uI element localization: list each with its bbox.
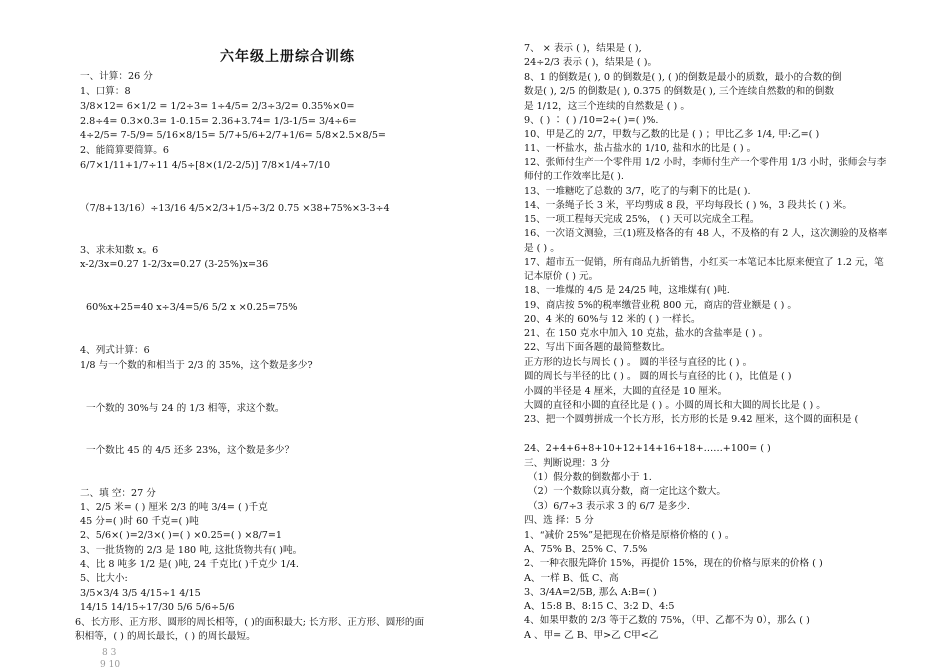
page-title: 六年级上册综合训练: [220, 49, 355, 65]
text-line: 22、写出下面各题的最简整数比。: [524, 342, 671, 353]
text-line: 师付的工作效率比是( ).: [524, 171, 624, 182]
text-line: 正方形的边长与周长 ( ) 。 圆的半径与直径的比 ( ) 。: [524, 357, 753, 368]
text-line: 4÷2/5= 7-5/9= 5/16×8/15= 5/7+5/6+2/7+1/6= 5/8×2.5×8/5=: [80, 130, 386, 141]
text-line: 17、超市五一促销，所有商品九折销售，小红买一本笔记本比原来便宜了 1.2 元，笔: [524, 257, 884, 268]
text-line: 60%x+25=40 x÷3/4=5/6 5/2 x ×0.25=75%: [86, 302, 298, 313]
text-line: 20、4 米的 60%与 12 米的 ( ) 一样长。: [524, 314, 701, 325]
page-footer-numbers: 9 10: [100, 660, 121, 670]
text-line: 10、甲是乙的 2/7，甲数与乙数的比是 ( ) ；甲比乙多 1/4, 甲:乙=( ): [524, 129, 820, 140]
text-line: 19、商店按 5%的税率缴营业税 800 元，商店的营业额是 ( ) 。: [524, 300, 797, 311]
text-line: 1、“减价 25%”是把现在价格是原格价格的 ( ) 。: [524, 530, 735, 541]
text-line: 18、一堆煤的 4/5 是 24/25 吨，这堆煤有( )吨.: [524, 285, 730, 296]
text-line: 11、一杯盐水，盐占盐水的 1/10, 盐和水的比是 ( ) 。: [524, 143, 757, 154]
text-line: 大圆的直径和小圆的直径比是 ( ) 。小圆的周长和大圆的周长比是 ( ) 。: [524, 400, 826, 411]
text-line: 2、能简算要简算。6: [80, 145, 169, 156]
text-line: 23、把一个圆剪拼成一个长方形，长方形的长是 9.42 厘米，这个圆的面积是 (: [524, 414, 859, 425]
text-line: 积相等，( ) 的周长最长，( ) 的周长最短。: [75, 631, 256, 642]
text-line: 3/8×12= 6×1/2 = 1/2÷3= 1÷4/5= 2/3÷3/2= 0.35%×0=: [80, 101, 355, 112]
text-line: 5、比大小:: [80, 573, 128, 584]
text-line: 2.8÷4= 0.3×0.3= 1-0.15= 2.36+3.74= 1/3-1/5= 3/4÷6=: [80, 116, 357, 127]
text-line: 是 ( ) 。: [524, 243, 560, 254]
text-line: 7、 × 表示 ( )，结果是 ( ),: [524, 43, 642, 54]
section-heading: 4、列式计算：6: [80, 345, 150, 356]
text-line: （7/8+13/16）÷13/16 4/5×2/3+1/5÷3/2 0.75 ×38+75%×3-3÷4: [80, 203, 390, 214]
text-line: 21、在 150 克水中加入 10 克盐，盐水的含盐率是 ( ) 。: [524, 328, 769, 339]
text-line: A、一样 B、低 C、高: [524, 573, 619, 584]
text-line: 4、比 8 吨多 1/2 是( )吨, 24 千克比( )千克少 1/4.: [80, 559, 299, 570]
text-line: 1、口算：8: [80, 86, 131, 97]
text-line: 14/15 14/15÷17/30 5/6 5/6÷5/6: [80, 602, 235, 613]
text-line: 8、1 的倒数是( ), 0 的倒数是( ), ( )的倒数是最小的质数，最小的合数的倒: [524, 72, 842, 83]
section-heading: 3、求未知数 x。6: [80, 245, 159, 256]
text-line: A、75% B、25% C、7.5%: [524, 544, 648, 555]
text-line: A、15:8 B、8:15 C、3:2 D、4:5: [524, 601, 675, 612]
text-line: 是 1/12，这三个连续的自然数是 ( ) 。: [524, 101, 690, 112]
text-line: 14、一条绳子长 3 米，平均剪成 8 段，平均每段长 ( ) %，3 段共长 ( ) 米。: [524, 200, 852, 211]
text-line: 3、一批货物的 2/3 是 180 吨, 这批货物共有( )吨。: [80, 545, 303, 556]
text-line: x-2/3x=0.27 1-2/3x=0.27 (3-25%)x=36: [80, 259, 269, 270]
text-line: 3、3/4A=2/5B, 那么 A:B=( ): [524, 587, 657, 598]
text-line: 记本原价 ( ) 元。: [524, 271, 599, 282]
page-footer-numbers: 8 3: [102, 648, 117, 658]
text-line: 小圆的半径是 4 厘米，大圆的直径是 10 厘米。: [524, 386, 728, 397]
text-line: （1）假分数的倒数都小于 1.: [528, 472, 652, 483]
text-line: 1、2/5 米= ( ) 厘米 2/3 的吨 3/4= ( )千克: [80, 502, 268, 513]
text-line: 15、一项工程每天完成 25%， ( ) 天可以完成全工程。: [524, 214, 760, 225]
text-line: 3/5×3/4 3/5 4/15÷1 4/15: [80, 588, 201, 599]
text-line: 6、长方形、正方形、圆形的周长相等，( )的面积最大; 长方形、正方形、圆形的面: [75, 617, 425, 628]
text-line: 4、如果甲数的 2/3 等于乙数的 75%，（甲、乙都不为 0），那么 ( ): [524, 615, 810, 626]
text-line: 数是( ), 2/5 的倒数是( ), 0.375 的倒数是( ), 三个连续自然数的和的倒数: [524, 86, 834, 97]
text-line: 圆的周长与半径的比 ( ) 。 圆的周长与直径的比 ( )，比值是 ( ): [524, 371, 792, 382]
section-heading: 三、判断说理：3 分: [524, 458, 610, 469]
text-line: 一个数比 45 的 4/5 还多 23%，这个数是多少？: [86, 445, 295, 456]
text-line: 9、( ) ∶ ( ) /10=2÷( )=( )%.: [524, 115, 659, 126]
text-line: 2、5/6×( )=2/3×( )=( ) ×0.25=( ) ×8/7=1: [80, 530, 283, 541]
text-line: 6/7×1/11+1/7÷11 4/5÷[8×(1/2-2/5)] 7/8×1/4÷7/10: [80, 160, 331, 171]
text-line: 24÷2/3 表示 ( )，结果是 ( )。: [524, 57, 658, 68]
text-line: 16、一次语文测验，三(1)班及格各的有 48 人，不及格的有 2 人，这次测验的及格率: [524, 228, 888, 239]
text-line: 2、一种衣服先降价 15%，再提价 15%，现在的价格与原来的价格 ( ): [524, 558, 823, 569]
text-line: 24、2+4+6+8+10+12+14+16+18+……+100= ( ): [524, 443, 771, 454]
text-line: （2）一个数除以真分数，商一定比这个数大。: [528, 486, 726, 497]
text-line: 45 分=( )时 60 千克=( )吨: [80, 516, 199, 527]
text-line: 1/8 与一个数的和相当于 2/3 的 35%，这个数是多少?: [80, 360, 313, 371]
text-line: （3）6/7÷3 表示求 3 的 6/7 是多少.: [528, 501, 690, 512]
text-line: A 、甲= 乙 B、甲>乙 C甲<乙: [524, 630, 659, 641]
text-line: 一个数的 30%与 24 的 1/3 相等，求这个数。: [86, 403, 285, 414]
text-line: 13、一堆糖吃了总数的 3/7，吃了的与剩下的比是( ).: [524, 186, 751, 197]
text-line: 12、张师付生产一个零件用 1/2 小时，李师付生产一个零件用 1/3 小时，张师会与李: [524, 157, 887, 168]
section-heading: 一、计算：26 分: [80, 71, 153, 82]
section-heading: 四、选 择：5 分: [524, 515, 594, 526]
section-heading: 二、填 空：27 分: [80, 488, 156, 499]
